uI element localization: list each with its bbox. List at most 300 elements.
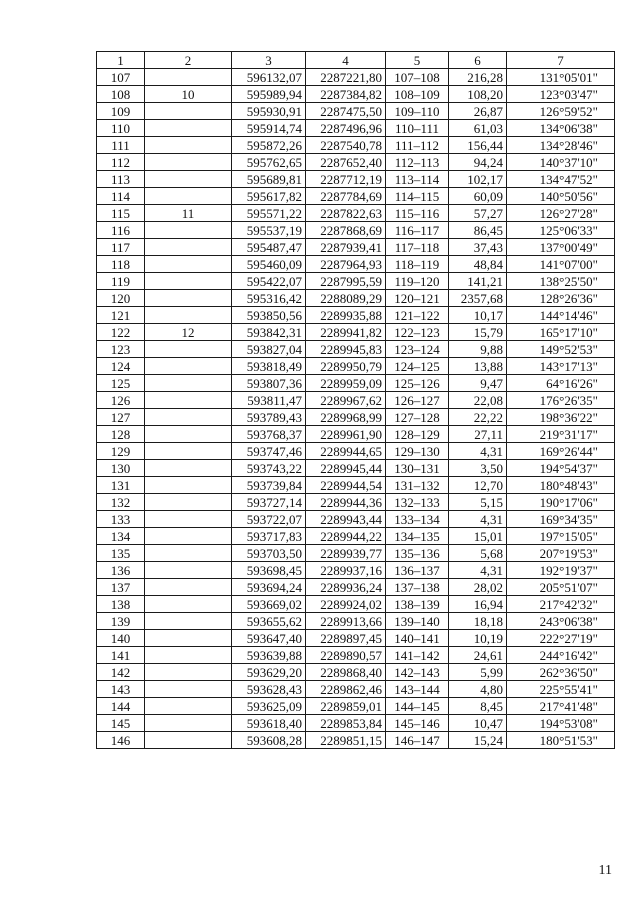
x-coordinate-cell: 595316,42 [232,290,306,307]
column-header-3: 3 [232,52,306,69]
point-number-cell: 129 [97,443,145,460]
table-row [97,732,615,749]
segment-cell: 127–128 [386,409,449,426]
x-coordinate-cell: 593789,43 [232,409,306,426]
x-coordinate-cell: 593768,37 [232,426,306,443]
point-number-cell: 113 [97,171,145,188]
section-number-cell [145,443,232,460]
segment-cell: 135–136 [386,545,449,562]
length-cell: 10,19 [449,630,507,647]
point-number-cell: 131 [97,477,145,494]
y-coordinate-cell: 2289939,77 [306,545,386,562]
y-coordinate-cell: 2288089,29 [306,290,386,307]
x-coordinate-cell: 593669,02 [232,596,306,613]
y-coordinate-cell: 2289941,82 [306,324,386,341]
x-coordinate-cell: 593743,22 [232,460,306,477]
length-cell: 37,43 [449,239,507,256]
bearing-cell: 198°36'22" [507,409,615,426]
point-number-cell: 126 [97,392,145,409]
point-number-cell: 108 [97,86,145,103]
table-row [97,443,615,460]
bearing-cell: 134°47'52" [507,171,615,188]
section-number-cell: 12 [145,324,232,341]
bearing-cell: 219°31'17" [507,426,615,443]
segment-cell: 129–130 [386,443,449,460]
table-row [97,256,615,273]
section-number-cell [145,256,232,273]
y-coordinate-cell: 2289897,45 [306,630,386,647]
x-coordinate-cell: 595930,91 [232,103,306,120]
section-number-cell [145,477,232,494]
length-cell: 24,61 [449,647,507,664]
point-number-cell: 123 [97,341,145,358]
bearing-cell: 128°26'36" [507,290,615,307]
column-header-6: 6 [449,52,507,69]
length-cell: 28,02 [449,579,507,596]
point-number-cell: 119 [97,273,145,290]
table-row [97,545,615,562]
length-cell: 9,88 [449,341,507,358]
x-coordinate-cell: 593807,36 [232,375,306,392]
segment-cell: 113–114 [386,171,449,188]
y-coordinate-cell: 2289913,66 [306,613,386,630]
point-number-cell: 140 [97,630,145,647]
table-row [97,324,615,341]
point-number-cell: 118 [97,256,145,273]
y-coordinate-cell: 2289935,88 [306,307,386,324]
segment-cell: 120–121 [386,290,449,307]
column-header-2: 2 [145,52,232,69]
table-row [97,460,615,477]
segment-cell: 110–111 [386,120,449,137]
section-number-cell [145,375,232,392]
point-number-cell: 125 [97,375,145,392]
bearing-cell: 194°54'37" [507,460,615,477]
length-cell: 18,18 [449,613,507,630]
y-coordinate-cell: 2289945,83 [306,341,386,358]
segment-cell: 132–133 [386,494,449,511]
table-header [97,52,615,69]
point-number-cell: 136 [97,562,145,579]
point-number-cell: 135 [97,545,145,562]
x-coordinate-cell: 595989,94 [232,86,306,103]
table-row [97,188,615,205]
y-coordinate-cell: 2289859,01 [306,698,386,715]
table-row [97,562,615,579]
y-coordinate-cell: 2289967,62 [306,392,386,409]
bearing-cell: 222°27'19" [507,630,615,647]
length-cell: 15,24 [449,732,507,749]
length-cell: 2357,68 [449,290,507,307]
y-coordinate-cell: 2289944,36 [306,494,386,511]
y-coordinate-cell: 2287712,19 [306,171,386,188]
y-coordinate-cell: 2287995,59 [306,273,386,290]
section-number-cell [145,69,232,86]
table-row [97,630,615,647]
length-cell: 61,03 [449,120,507,137]
y-coordinate-cell: 2287475,50 [306,103,386,120]
length-cell: 94,24 [449,154,507,171]
y-coordinate-cell: 2289944,65 [306,443,386,460]
x-coordinate-cell: 593739,84 [232,477,306,494]
bearing-cell: 126°59'52" [507,103,615,120]
column-header-7: 7 [507,52,615,69]
x-coordinate-cell: 593655,62 [232,613,306,630]
x-coordinate-cell: 593727,14 [232,494,306,511]
segment-cell: 126–127 [386,392,449,409]
table-row [97,273,615,290]
bearing-cell: 243°06'38" [507,613,615,630]
segment-cell: 108–109 [386,86,449,103]
y-coordinate-cell: 2289890,57 [306,647,386,664]
y-coordinate-cell: 2289944,22 [306,528,386,545]
point-number-cell: 121 [97,307,145,324]
y-coordinate-cell: 2289943,44 [306,511,386,528]
segment-cell: 138–139 [386,596,449,613]
point-number-cell: 139 [97,613,145,630]
length-cell: 102,17 [449,171,507,188]
length-cell: 15,79 [449,324,507,341]
section-number-cell [145,528,232,545]
bearing-cell: 138°25'50" [507,273,615,290]
x-coordinate-cell: 593647,40 [232,630,306,647]
x-coordinate-cell: 593608,28 [232,732,306,749]
section-number-cell [145,732,232,749]
bearing-cell: 123°03'47" [507,86,615,103]
table-row [97,222,615,239]
bearing-cell: 169°26'44" [507,443,615,460]
bearing-cell: 207°19'53" [507,545,615,562]
y-coordinate-cell: 2289937,16 [306,562,386,579]
y-coordinate-cell: 2289924,02 [306,596,386,613]
coordinates-table [96,51,615,749]
section-number-cell [145,358,232,375]
section-number-cell [145,290,232,307]
y-coordinate-cell: 2289853,84 [306,715,386,732]
bearing-cell: 126°27'28" [507,205,615,222]
length-cell: 26,87 [449,103,507,120]
length-cell: 16,94 [449,596,507,613]
segment-cell: 136–137 [386,562,449,579]
section-number-cell [145,596,232,613]
bearing-cell: 165°17'10" [507,324,615,341]
section-number-cell: 11 [145,205,232,222]
point-number-cell: 110 [97,120,145,137]
segment-cell: 118–119 [386,256,449,273]
y-coordinate-cell: 2287964,93 [306,256,386,273]
x-coordinate-cell: 593811,47 [232,392,306,409]
x-coordinate-cell: 593717,83 [232,528,306,545]
point-number-cell: 124 [97,358,145,375]
length-cell: 60,09 [449,188,507,205]
point-number-cell: 130 [97,460,145,477]
segment-cell: 123–124 [386,341,449,358]
length-cell: 27,11 [449,426,507,443]
segment-cell: 122–123 [386,324,449,341]
y-coordinate-cell: 2287384,82 [306,86,386,103]
bearing-cell: 262°36'50" [507,664,615,681]
x-coordinate-cell: 593639,88 [232,647,306,664]
bearing-cell: 180°48'43" [507,477,615,494]
table-row [97,647,615,664]
y-coordinate-cell: 2289968,99 [306,409,386,426]
length-cell: 10,17 [449,307,507,324]
bearing-cell: 217°41'48" [507,698,615,715]
y-coordinate-cell: 2289961,90 [306,426,386,443]
point-number-cell: 138 [97,596,145,613]
table-row [97,103,615,120]
point-number-cell: 120 [97,290,145,307]
bearing-cell: 143°17'13" [507,358,615,375]
segment-cell: 114–115 [386,188,449,205]
y-coordinate-cell: 2287784,69 [306,188,386,205]
y-coordinate-cell: 2289959,09 [306,375,386,392]
page-number: 11 [598,863,612,878]
segment-cell: 112–113 [386,154,449,171]
x-coordinate-cell: 593698,45 [232,562,306,579]
table-row [97,120,615,137]
x-coordinate-cell: 595762,65 [232,154,306,171]
bearing-cell: 217°42'32" [507,596,615,613]
point-number-cell: 111 [97,137,145,154]
bearing-cell: 244°16'42" [507,647,615,664]
y-coordinate-cell: 2289950,79 [306,358,386,375]
table-row [97,392,615,409]
segment-cell: 133–134 [386,511,449,528]
segment-cell: 124–125 [386,358,449,375]
x-coordinate-cell: 595914,74 [232,120,306,137]
segment-cell: 137–138 [386,579,449,596]
point-number-cell: 116 [97,222,145,239]
table-row [97,239,615,256]
point-number-cell: 134 [97,528,145,545]
section-number-cell [145,222,232,239]
x-coordinate-cell: 593827,04 [232,341,306,358]
y-coordinate-cell: 2287822,63 [306,205,386,222]
bearing-cell: 192°19'37" [507,562,615,579]
section-number-cell [145,664,232,681]
y-coordinate-cell: 2289936,24 [306,579,386,596]
table-row [97,375,615,392]
length-cell: 9,47 [449,375,507,392]
table-row [97,528,615,545]
x-coordinate-cell: 595872,26 [232,137,306,154]
table-row [97,613,615,630]
section-number-cell [145,511,232,528]
y-coordinate-cell: 2287540,78 [306,137,386,154]
x-coordinate-cell: 595571,22 [232,205,306,222]
section-number-cell [145,545,232,562]
segment-cell: 116–117 [386,222,449,239]
table-row [97,341,615,358]
segment-cell: 111–112 [386,137,449,154]
table-row [97,86,615,103]
bearing-cell: 134°06'38" [507,120,615,137]
segment-cell: 134–135 [386,528,449,545]
point-number-cell: 137 [97,579,145,596]
point-number-cell: 122 [97,324,145,341]
segment-cell: 107–108 [386,69,449,86]
y-coordinate-cell: 2289944,54 [306,477,386,494]
length-cell: 4,80 [449,681,507,698]
x-coordinate-cell: 595537,19 [232,222,306,239]
point-number-cell: 146 [97,732,145,749]
bearing-cell: 134°28'46" [507,137,615,154]
point-number-cell: 143 [97,681,145,698]
point-number-cell: 133 [97,511,145,528]
table-row [97,698,615,715]
table-row [97,154,615,171]
segment-cell: 117–118 [386,239,449,256]
segment-cell: 119–120 [386,273,449,290]
section-number-cell [145,103,232,120]
bearing-cell: 140°37'10" [507,154,615,171]
table-row [97,137,615,154]
bearing-cell: 149°52'53" [507,341,615,358]
section-number-cell: 10 [145,86,232,103]
length-cell: 5,68 [449,545,507,562]
point-number-cell: 144 [97,698,145,715]
table-body [97,69,615,749]
section-number-cell [145,341,232,358]
column-header-5: 5 [386,52,449,69]
table-row [97,409,615,426]
point-number-cell: 117 [97,239,145,256]
point-number-cell: 114 [97,188,145,205]
section-number-cell [145,681,232,698]
bearing-cell: 140°50'56" [507,188,615,205]
y-coordinate-cell: 2287221,80 [306,69,386,86]
point-number-cell: 128 [97,426,145,443]
x-coordinate-cell: 593747,46 [232,443,306,460]
table-row [97,477,615,494]
segment-cell: 140–141 [386,630,449,647]
section-number-cell [145,562,232,579]
bearing-cell: 125°06'33" [507,222,615,239]
segment-cell: 115–116 [386,205,449,222]
segment-cell: 125–126 [386,375,449,392]
length-cell: 156,44 [449,137,507,154]
x-coordinate-cell: 595422,07 [232,273,306,290]
point-number-cell: 145 [97,715,145,732]
length-cell: 108,20 [449,86,507,103]
y-coordinate-cell: 2287868,69 [306,222,386,239]
length-cell: 15,01 [449,528,507,545]
section-number-cell [145,630,232,647]
table-row [97,664,615,681]
length-cell: 4,31 [449,562,507,579]
section-number-cell [145,426,232,443]
segment-cell: 131–132 [386,477,449,494]
segment-cell: 141–142 [386,647,449,664]
point-number-cell: 127 [97,409,145,426]
point-number-cell: 115 [97,205,145,222]
table-row [97,290,615,307]
x-coordinate-cell: 595460,09 [232,256,306,273]
segment-cell: 128–129 [386,426,449,443]
segment-cell: 143–144 [386,681,449,698]
x-coordinate-cell: 593694,24 [232,579,306,596]
bearing-cell: 169°34'35" [507,511,615,528]
segment-cell: 121–122 [386,307,449,324]
bearing-cell: 205°51'07" [507,579,615,596]
x-coordinate-cell: 593618,40 [232,715,306,732]
length-cell: 57,27 [449,205,507,222]
x-coordinate-cell: 593842,31 [232,324,306,341]
y-coordinate-cell: 2289868,40 [306,664,386,681]
length-cell: 48,84 [449,256,507,273]
table-row [97,171,615,188]
x-coordinate-cell: 593850,56 [232,307,306,324]
length-cell: 5,99 [449,664,507,681]
section-number-cell [145,647,232,664]
table-row [97,205,615,222]
section-number-cell [145,460,232,477]
section-number-cell [145,154,232,171]
point-number-cell: 107 [97,69,145,86]
length-cell: 86,45 [449,222,507,239]
length-cell: 13,88 [449,358,507,375]
point-number-cell: 112 [97,154,145,171]
length-cell: 4,31 [449,443,507,460]
section-number-cell [145,137,232,154]
table-row [97,579,615,596]
column-header-4: 4 [306,52,386,69]
x-coordinate-cell: 593703,50 [232,545,306,562]
section-number-cell [145,188,232,205]
segment-cell: 146–147 [386,732,449,749]
length-cell: 10,47 [449,715,507,732]
section-number-cell [145,409,232,426]
table-row [97,596,615,613]
section-number-cell [145,579,232,596]
point-number-cell: 132 [97,494,145,511]
y-coordinate-cell: 2289862,46 [306,681,386,698]
x-coordinate-cell: 593625,09 [232,698,306,715]
bearing-cell: 141°07'00" [507,256,615,273]
table-row [97,69,615,86]
section-number-cell [145,239,232,256]
x-coordinate-cell: 593628,43 [232,681,306,698]
section-number-cell [145,273,232,290]
table-row [97,494,615,511]
table-row [97,681,615,698]
length-cell: 141,21 [449,273,507,290]
bearing-cell: 64°16'26" [507,375,615,392]
length-cell: 8,45 [449,698,507,715]
bearing-cell: 197°15'05" [507,528,615,545]
bearing-cell: 190°17'06" [507,494,615,511]
bearing-cell: 194°53'08" [507,715,615,732]
section-number-cell [145,715,232,732]
length-cell: 12,70 [449,477,507,494]
column-header-1: 1 [97,52,145,69]
bearing-cell: 144°14'46" [507,307,615,324]
segment-cell: 139–140 [386,613,449,630]
bearing-cell: 137°00'49" [507,239,615,256]
length-cell: 3,50 [449,460,507,477]
point-number-cell: 142 [97,664,145,681]
section-number-cell [145,698,232,715]
segment-cell: 130–131 [386,460,449,477]
y-coordinate-cell: 2289945,44 [306,460,386,477]
segment-cell: 109–110 [386,103,449,120]
bearing-cell: 176°26'35" [507,392,615,409]
y-coordinate-cell: 2287939,41 [306,239,386,256]
length-cell: 4,31 [449,511,507,528]
table-row [97,426,615,443]
length-cell: 216,28 [449,69,507,86]
